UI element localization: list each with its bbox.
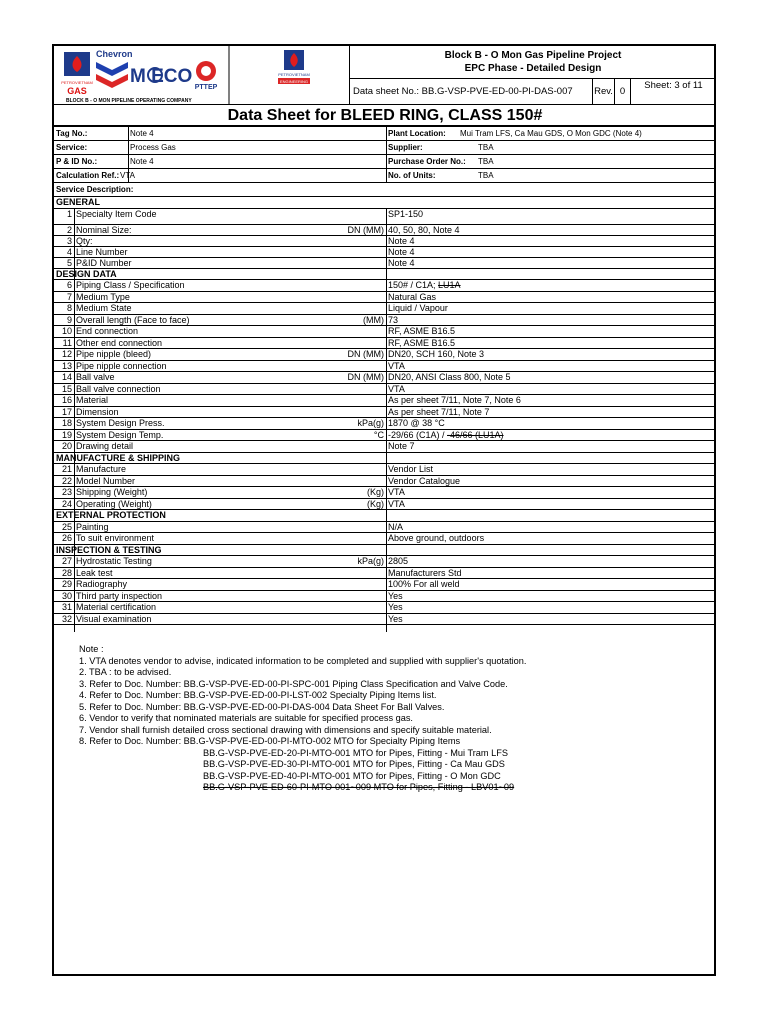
row-description: Piping Class / Specification xyxy=(76,280,185,290)
row-value: Vendor List xyxy=(388,464,434,474)
table-row xyxy=(54,407,716,419)
row-value: VTA xyxy=(388,498,405,509)
row-unit: °C xyxy=(373,429,384,440)
moeco-text: M ECO xyxy=(130,66,193,87)
row-number: 24 xyxy=(61,498,72,509)
row-number: 28 xyxy=(61,567,72,578)
row-value xyxy=(388,280,461,291)
row-number: 2 xyxy=(66,225,72,235)
row-number: 15 xyxy=(61,383,72,394)
row-value: Note 4 xyxy=(388,247,415,257)
row-description: Medium Type xyxy=(76,291,130,302)
row-value: Manufacturers Std xyxy=(388,567,462,578)
info-row xyxy=(54,141,716,155)
row-value-struck: LU1A xyxy=(438,280,461,290)
row-number: 26 xyxy=(61,533,72,543)
table-row xyxy=(54,476,716,488)
service-value: Process Gas xyxy=(130,143,176,152)
row-value: As per sheet 7/11, Note 7, Note 6 xyxy=(388,395,521,405)
row-description: Model Number xyxy=(76,475,136,486)
row-value: RF, ASME B16.5 xyxy=(388,337,456,348)
calc-value: VTA xyxy=(120,171,135,180)
row-unit: kPa(g) xyxy=(357,556,384,566)
units-label: No. of Units: xyxy=(388,171,436,180)
row-number: 3 xyxy=(66,236,72,246)
row-value: VTA xyxy=(388,383,405,394)
note-8: 8. Refer to Doc. Number: BB.G-VSP-PVE-ED-00-PI-MTO-002 MTO for Specialty Piping Items xyxy=(79,736,461,746)
table-row xyxy=(54,236,716,247)
row-number: 23 xyxy=(61,487,72,497)
logo-block xyxy=(54,46,350,105)
row-description: Manufacture xyxy=(76,464,127,474)
row-value: Liquid / Vapour xyxy=(388,303,448,313)
calc-label: Calculation Ref.: xyxy=(56,171,120,180)
info-row xyxy=(54,127,716,141)
row-number: 7 xyxy=(66,291,72,302)
row-number: 21 xyxy=(61,464,72,474)
row-description: Material certification xyxy=(76,602,157,612)
row-value: Yes xyxy=(388,590,403,601)
note-1: 1. VTA denotes vendor to advise, indicated information to be completed and supplied with supplier's quotation. xyxy=(79,655,527,666)
row-value: Note 4 xyxy=(388,236,415,246)
plant-value: Mui Tram LFS, Ca Mau GDS, O Mon GDC (Note 4) xyxy=(460,129,642,138)
project-line2: EPC Phase - Detailed Design xyxy=(464,63,602,74)
row-number: 31 xyxy=(61,602,72,612)
row-description: To suit environment xyxy=(76,533,155,543)
pttep-text: PTTEP xyxy=(194,84,218,91)
table-row xyxy=(54,430,716,442)
table-row xyxy=(54,487,716,499)
table-row xyxy=(54,349,716,361)
row-number: 14 xyxy=(61,372,72,382)
table-row xyxy=(54,384,716,396)
row-unit: DN (MM) xyxy=(347,349,384,359)
table-row xyxy=(54,303,716,315)
row-description: Line Number xyxy=(76,247,128,257)
supplier-label: Supplier: xyxy=(388,143,423,152)
table-row xyxy=(54,247,716,258)
row-unit: (MM) xyxy=(363,314,384,325)
row-number: 13 xyxy=(61,360,72,371)
info-row xyxy=(54,155,716,169)
operating-company-text: BLOCK B - O MON PIPELINE OPERATING COMPANY xyxy=(66,98,192,104)
row-value: DN20, ANSI Class 800, Note 5 xyxy=(388,372,511,382)
row-number: 5 xyxy=(66,258,72,268)
note-8-ref: BB.G-VSP-PVE-ED-20-PI-MTO-001 MTO for Pipes, Fitting - Mui Tram LFS xyxy=(203,747,508,758)
table-row xyxy=(54,258,716,269)
table-row xyxy=(54,464,716,476)
row-value: Natural Gas xyxy=(388,291,437,302)
note-2: 2. TBA : to be advised. xyxy=(79,667,172,677)
table-row xyxy=(54,591,716,603)
row-value: Note 7 xyxy=(388,441,415,451)
row-value: 73 xyxy=(388,314,399,325)
row-number: 8 xyxy=(66,303,72,313)
row-value: Yes xyxy=(388,602,403,612)
row-description: Operating (Weight) xyxy=(76,498,152,509)
section-external: EXTERNAL PROTECTION xyxy=(54,510,716,522)
row-number: 10 xyxy=(61,326,72,336)
row-description: Overall length (Face to face) xyxy=(76,314,190,325)
section-design: DESIGN DATA xyxy=(54,269,716,280)
row-unit: DN (MM) xyxy=(347,372,384,382)
row-number: 4 xyxy=(66,247,72,257)
row-value: VTA xyxy=(388,487,405,497)
tag-value: Note 4 xyxy=(130,129,154,138)
row-value: 40, 50, 80, Note 4 xyxy=(388,225,460,235)
table-row xyxy=(54,418,716,430)
notes-heading: Note : xyxy=(79,644,104,654)
row-description: Drawing detail xyxy=(76,441,134,451)
notes xyxy=(79,644,526,794)
table-row xyxy=(54,533,716,545)
note-6: 6. Vendor to verify that nominated materials are suitable for specified process gas. xyxy=(79,713,413,723)
row-value xyxy=(388,430,504,441)
note-8-ref-struck: BB.G-VSP-PVE-ED-60-PI-MTO-001~009 MTO for Pipes, Fitting - LBV01~09 xyxy=(203,782,515,792)
section-manufacture: MANUFACTURE & SHIPPING xyxy=(54,453,716,465)
section-general: GENERAL xyxy=(54,197,716,209)
row-description: Pipe nipple (bleed) xyxy=(76,349,152,359)
row-value: RF, ASME B16.5 xyxy=(388,326,456,336)
gas-text: GAS xyxy=(67,86,87,96)
note-7: 7. Vendor shall furnish detailed cross sectional drawing with dimensions and specify suitable material. xyxy=(79,724,492,735)
row-unit: kPa(g) xyxy=(357,418,384,428)
row-description: Pipe nipple connection xyxy=(76,360,167,371)
row-unit: DN (MM) xyxy=(347,225,384,235)
row-number: 1 xyxy=(66,209,72,219)
petrovietnam-gas-text: PETROVIETNAM xyxy=(61,80,93,85)
service-description-label: Service Description: xyxy=(56,185,134,194)
row-number: 25 xyxy=(61,521,72,532)
row-description: Qty: xyxy=(76,236,93,246)
row-description: Dimension xyxy=(76,406,119,417)
row-description: Painting xyxy=(76,521,109,532)
row-unit: (Kg) xyxy=(366,487,384,497)
row-description: Material xyxy=(76,395,109,405)
row-description: Visual examination xyxy=(76,613,152,624)
row-description: System Design Press. xyxy=(76,418,165,428)
note-5: 5. Refer to Doc. Number: BB.G-VSP-PVE-ED-00-PI-DAS-004 Data Sheet For Ball Valves. xyxy=(79,701,445,712)
row-number: 12 xyxy=(61,349,72,359)
row-description: P&ID Number xyxy=(76,258,132,268)
table-row xyxy=(54,441,716,453)
row-number: 22 xyxy=(61,475,72,486)
rev-value: 0 xyxy=(614,79,630,105)
po-label: Purchase Order No.: xyxy=(388,157,466,166)
info-row xyxy=(54,183,716,197)
row-number: 17 xyxy=(61,406,72,417)
row-number: 27 xyxy=(61,556,72,566)
row-value: 1870 @ 38 °C xyxy=(388,418,445,428)
table-row xyxy=(54,614,716,626)
rev-label: Rev. xyxy=(592,79,614,105)
table-row xyxy=(54,361,716,373)
row-value: Note 4 xyxy=(388,258,415,268)
table-row xyxy=(54,579,716,591)
page-title: Data Sheet for BLEED RING, CLASS 150# xyxy=(54,105,716,127)
row-description: Nominal Size: xyxy=(76,225,132,235)
row-value-struck: -46/66 (LU1A) xyxy=(447,429,504,440)
table-row xyxy=(54,556,716,568)
table-row xyxy=(54,338,716,350)
row-value: 100% For all weld xyxy=(388,579,460,589)
row-value-text: -29/66 (C1A) / xyxy=(388,429,448,440)
row-value: Vendor Catalogue xyxy=(388,475,461,486)
row-number: 19 xyxy=(61,429,72,440)
pve-top-text: PETROVIETNAM xyxy=(278,72,310,77)
row-value: As per sheet 7/11, Note 7 xyxy=(388,406,490,417)
company-logos xyxy=(54,46,348,104)
row-number: 20 xyxy=(61,441,72,451)
table-row xyxy=(54,602,716,614)
row-value: VTA xyxy=(388,360,405,371)
plant-label: Plant Location: xyxy=(388,129,446,138)
row-description: Ball valve xyxy=(76,372,115,382)
row-description: Leak test xyxy=(76,567,113,578)
row-description: Other end connection xyxy=(76,337,163,348)
row-value: 2805 xyxy=(388,556,409,566)
units-value: TBA xyxy=(478,171,494,180)
row-description: Third party inspection xyxy=(76,590,163,601)
table-row xyxy=(54,372,716,384)
pid-value: Note 4 xyxy=(130,157,154,166)
row-description: Specialty Item Code xyxy=(76,209,157,219)
table-row xyxy=(54,568,716,580)
project-title xyxy=(350,46,716,79)
table-row xyxy=(54,225,716,236)
note-4: 4. Refer to Doc. Number: BB.G-VSP-PVE-ED-00-PI-LST-002 Specialty Piping Items list. xyxy=(79,690,437,700)
table-row xyxy=(54,209,716,225)
row-number: 9 xyxy=(66,314,72,325)
row-description: Radiography xyxy=(76,579,128,589)
note-3: 3. Refer to Doc. Number: BB.G-VSP-PVE-ED-00-PI-SPC-001 Piping Class Specification and Valve Code. xyxy=(79,678,508,689)
row-number: 6 xyxy=(66,280,72,290)
service-label: Service: xyxy=(56,143,88,152)
row-description: Medium State xyxy=(76,303,132,313)
chevron-icon xyxy=(96,62,128,76)
note-8-ref: BB.G-VSP-PVE-ED-40-PI-MTO-001 MTO for Pipes, Fitting - O Mon GDC xyxy=(203,770,501,781)
table-row xyxy=(54,315,716,327)
po-value: TBA xyxy=(478,157,494,166)
row-number: 30 xyxy=(61,590,72,601)
row-description: End connection xyxy=(76,326,139,336)
section-inspection: INSPECTION & TESTING xyxy=(54,545,716,557)
project-line1: Block B - O Mon Gas Pipeline Project xyxy=(444,50,622,61)
row-value: DN20, SCH 160, Note 3 xyxy=(388,349,485,359)
row-number: 11 xyxy=(62,337,72,348)
table-row xyxy=(54,499,716,511)
table-row xyxy=(54,292,716,304)
row-value: Above ground, outdoors xyxy=(388,533,485,543)
row-number: 16 xyxy=(61,395,72,405)
note-8-ref: BB.G-VSP-PVE-ED-30-PI-MTO-001 MTO for Pipes, Fitting - Ca Mau GDS xyxy=(203,759,505,769)
pve-bottom-text: ENGINEERING xyxy=(279,79,309,84)
info-row xyxy=(54,169,716,183)
tag-label: Tag No.: xyxy=(56,129,88,138)
table-row xyxy=(54,522,716,534)
row-number: 29 xyxy=(61,579,72,589)
row-value: SP1-150 xyxy=(388,209,424,219)
chevron-text: Chevron xyxy=(96,49,133,59)
row-value: N/A xyxy=(388,521,404,532)
row-description: Shipping (Weight) xyxy=(76,487,148,497)
row-value: Yes xyxy=(388,613,403,624)
row-value-text: 150# / C1A; xyxy=(388,280,439,290)
table-row xyxy=(54,395,716,407)
row-description: Hydrostatic Testing xyxy=(76,556,152,566)
row-number: 32 xyxy=(61,613,72,624)
row-number: 18 xyxy=(61,418,72,428)
pid-label: P & ID No.: xyxy=(56,157,98,166)
row-unit: (Kg) xyxy=(366,498,384,509)
datasheet xyxy=(52,44,716,976)
supplier-value: TBA xyxy=(478,143,494,152)
sheet-number: Sheet: 3 of 11 xyxy=(630,79,716,105)
row-description: System Design Temp. xyxy=(76,429,164,440)
datasheet-number: Data sheet No.: BB.G-VSP-PVE-ED-00-PI-DAS-007 xyxy=(350,79,592,105)
table-row xyxy=(54,280,716,292)
table-row xyxy=(54,326,716,338)
row-description: Ball valve connection xyxy=(76,383,161,394)
